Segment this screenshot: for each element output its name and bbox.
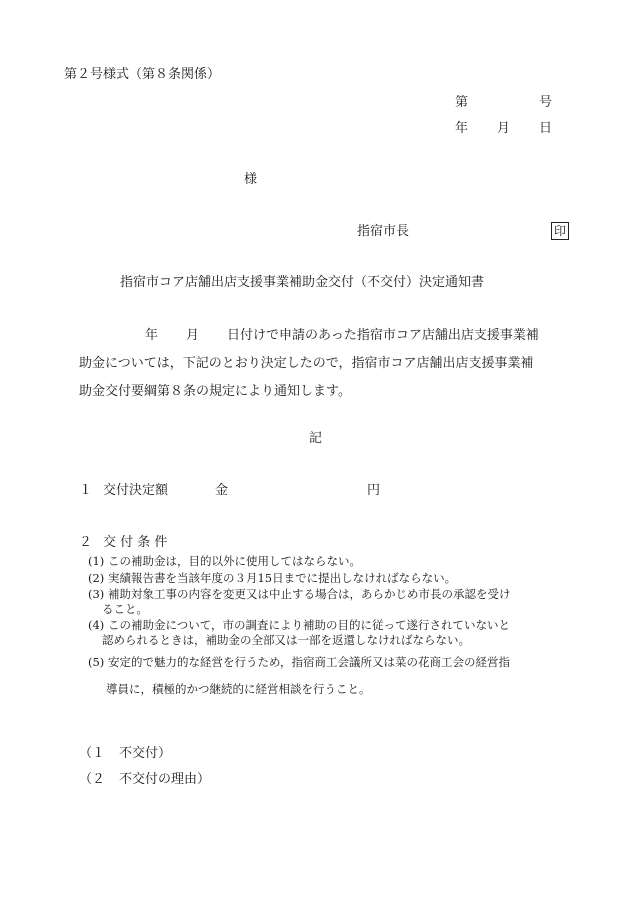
body-paragraph xyxy=(79,322,579,406)
ki-heading: 記 xyxy=(309,431,323,446)
seal-mark xyxy=(551,222,569,240)
section-2-label: 交 付 条 件 xyxy=(103,535,168,550)
body-line-2: 助金については，下記のとおり決定したので，指宿市コア店舗出店支援事業補 xyxy=(79,356,534,371)
body-line-1-text: 日付けで申請のあった指宿市コア店舗出店支援事業補 xyxy=(227,328,539,343)
condition-5: (5) 安定的で魅力的な経営を行うため，指宿商工会議所又は菜の花商工会の経営指 xyxy=(88,655,510,669)
date-month: 月 xyxy=(497,121,511,136)
body-month: 月 xyxy=(186,328,200,343)
issuer: 指宿市長 xyxy=(357,224,410,239)
nonaward-1 xyxy=(79,746,171,762)
addressee-suffix: 様 xyxy=(244,172,258,187)
section-2-number: ２ xyxy=(79,535,93,550)
condition-5-continued: 導員に，積極的かつ継続的に経営相談を行うこと。 xyxy=(106,682,371,696)
nonaward-1-number: （１ xyxy=(79,746,106,761)
body-year: 年 xyxy=(145,328,159,343)
conditions-list xyxy=(88,554,558,647)
body-line-3: 助金交付要綱第８条の規定により通知します。 xyxy=(79,384,351,399)
section-1-yen: 円 xyxy=(367,483,381,498)
nonaward-2 xyxy=(79,772,210,788)
number-prefix: 第 xyxy=(455,95,469,110)
seal-text: 印 xyxy=(551,222,569,240)
condition-1: (1) この補助金は，目的以外に使用してはならない。 xyxy=(88,554,361,568)
nonaward-2-number: （２ xyxy=(79,772,106,787)
document-title: 指宿市コア店舗出店支援事業補助金交付（不交付）決定通知書 xyxy=(120,275,485,290)
condition-4: (4) この補助金について，市の調査により補助の目的に従って遂行されていないと xyxy=(88,618,510,632)
section-1-number: １ xyxy=(79,483,93,498)
number-suffix: 号 xyxy=(539,95,553,110)
section-1-label: 交付決定額 xyxy=(103,483,169,498)
body-line-1 xyxy=(79,322,579,350)
condition-3-continued: ること。 xyxy=(102,601,148,616)
date-day: 日 xyxy=(539,121,553,136)
date-year: 年 xyxy=(455,121,469,136)
condition-2: (2) 実績報告書を当該年度の３月15日までに提出しなければならない。 xyxy=(88,570,457,585)
nonaward-1-label: 不交付） xyxy=(119,746,172,761)
condition-4-continued: 認められるときは，補助金の全部又は一部を返還しなければならない。 xyxy=(102,632,470,647)
nonaward-2-label: 不交付の理由） xyxy=(119,772,211,787)
form-label: 第２号様式（第８条関係） xyxy=(64,67,221,82)
section-1-kin: 金 xyxy=(215,483,229,498)
condition-3: (3) 補助対象工事の内容を変更又は中止する場合は，あらかじめ市長の承認を受け xyxy=(88,587,511,601)
